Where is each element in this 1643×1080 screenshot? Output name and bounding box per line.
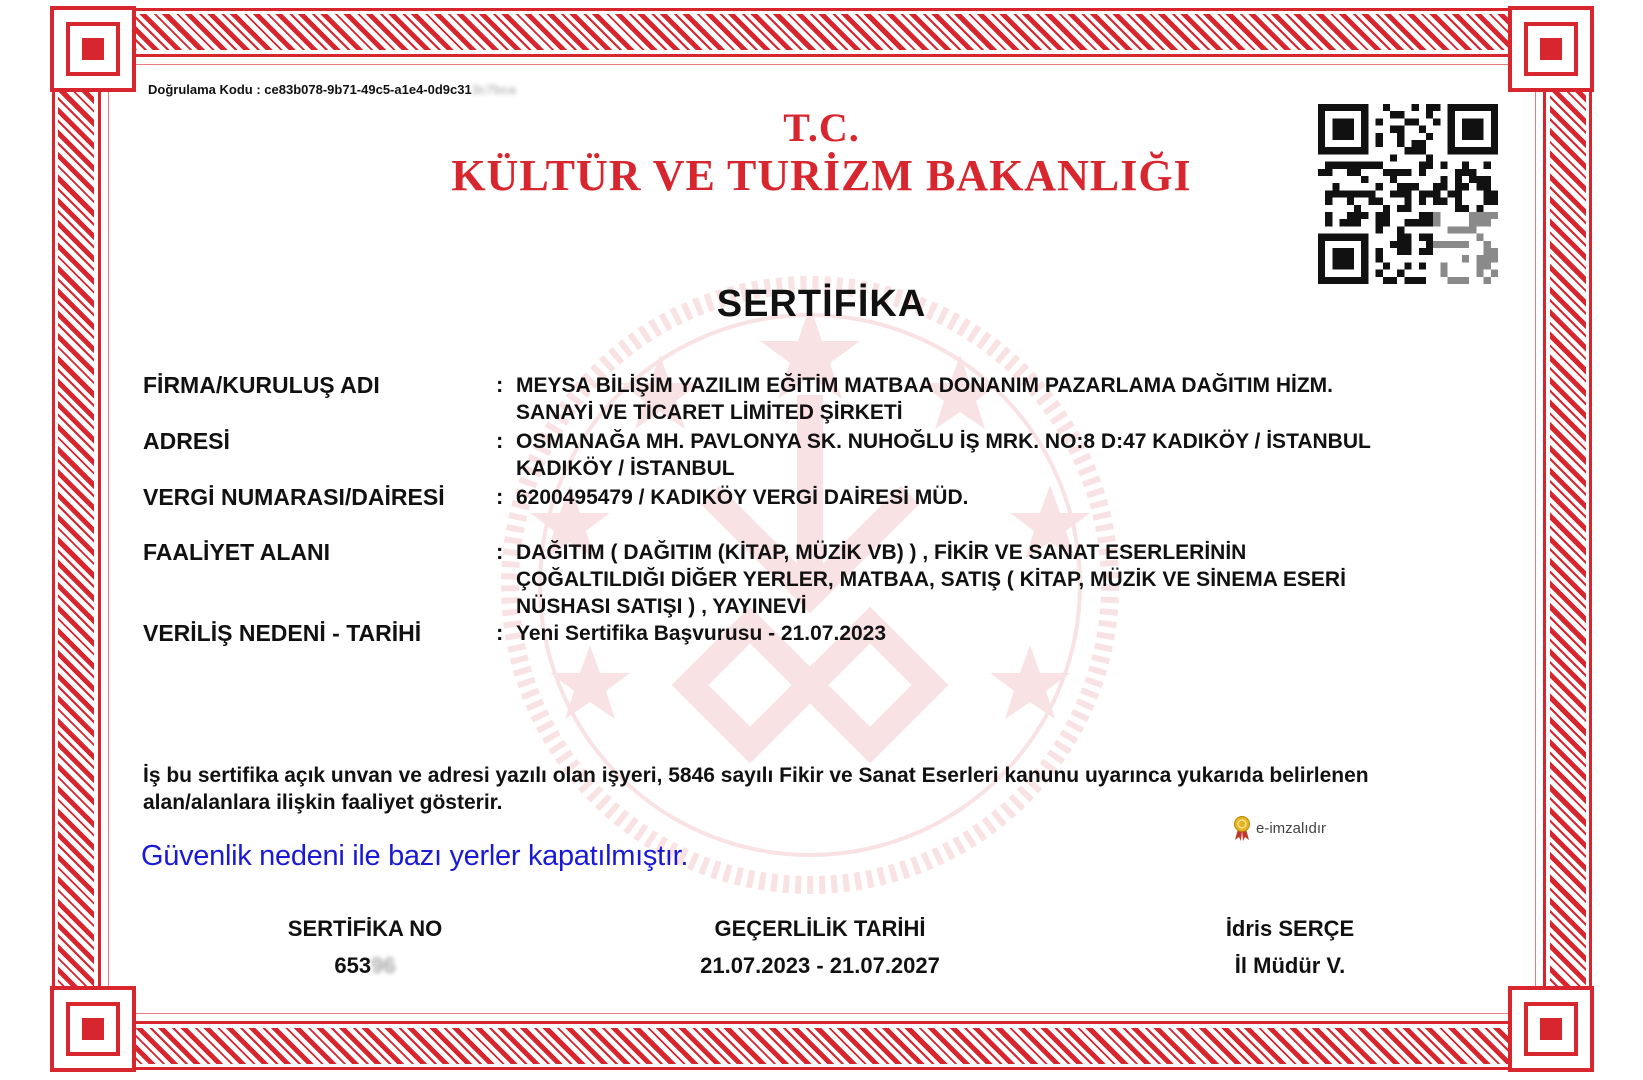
signer-title: İl Müdür V. bbox=[1234, 953, 1346, 978]
field-value-activity bbox=[516, 539, 1516, 620]
certificate-title: SERTİFİKA bbox=[716, 283, 927, 325]
field-colon: : bbox=[496, 539, 504, 564]
security-note: Güvenlik nedeni ile bazı yerler kapatılmıştır. bbox=[141, 840, 689, 872]
field-label-activity: FAALİYET ALANI bbox=[143, 539, 330, 565]
signer-name: İdris SERÇE bbox=[1225, 916, 1355, 941]
cert-number-value bbox=[225, 953, 505, 979]
value-line: OSMANAĞA MH. PAVLONYA SK. NUHOĞLU İŞ MRK. NO:8 D:47 KADIKÖY / İSTANBUL bbox=[516, 430, 1371, 453]
field-colon: : bbox=[496, 372, 504, 397]
validity-value: 21.07.2023 - 21.07.2027 bbox=[700, 953, 940, 978]
corner-ornament bbox=[50, 986, 136, 1072]
value-line: 6200495479 / KADIKÖY VERGİ DAİRESİ MÜD. bbox=[516, 486, 969, 509]
field-value-address bbox=[516, 428, 1516, 482]
statement-line: İş bu sertifika açık unvan ve adresi yazılı olan işyeri, 5846 sayılı Fikir ve Sanat Eserleri kanunu uyarınca yukarıda belirlenen bbox=[143, 764, 1369, 787]
field-colon: : bbox=[496, 484, 504, 509]
cert-number-visible: 653 bbox=[334, 953, 372, 978]
verification-label: Doğrulama Kodu : bbox=[148, 82, 261, 97]
cert-number-label: SERTİFİKA NO bbox=[287, 916, 443, 941]
verification-code bbox=[148, 82, 516, 97]
field-value-tax bbox=[516, 484, 1516, 511]
statement-line: alan/alanlara ilişkin faaliyet gösterir. bbox=[143, 791, 503, 814]
verification-value: ce83b078-9b71-49c5-a1e4-0d9c31 bbox=[264, 82, 472, 97]
e-signature-badge bbox=[1232, 815, 1326, 841]
cert-number-hidden: 96 bbox=[371, 953, 396, 978]
field-label-address: ADRESİ bbox=[143, 428, 230, 454]
corner-ornament bbox=[1508, 986, 1594, 1072]
field-label-company: FİRMA/KURULUŞ ADI bbox=[143, 372, 380, 398]
corner-ornament bbox=[50, 6, 136, 92]
certificate-statement bbox=[143, 762, 1523, 816]
qr-code bbox=[1318, 104, 1498, 284]
seal-icon bbox=[1232, 815, 1252, 841]
corner-ornament bbox=[1508, 6, 1594, 92]
value-line: MEYSA BİLİŞİM YAZILIM EĞİTİM MATBAA DONANIM PAZARLAMA DAĞITIM HİZM. bbox=[516, 374, 1334, 397]
value-line: Yeni Sertifika Başvurusu - 21.07.2023 bbox=[516, 622, 887, 645]
value-line: DAĞITIM ( DAĞITIM (KİTAP, MÜZİK VB) ) , FİKİR VE SANAT ESERLERİNİN bbox=[516, 541, 1247, 564]
field-colon: : bbox=[496, 428, 504, 453]
republic-heading: T.C. bbox=[783, 105, 860, 150]
field-label-tax: VERGİ NUMARASI/DAİRESİ bbox=[143, 484, 445, 510]
e-signature-label: e-imzalıdır bbox=[1256, 819, 1327, 837]
field-value-company bbox=[516, 372, 1516, 426]
field-label-issue: VERİLİŞ NEDENİ - TARİHİ bbox=[143, 620, 422, 646]
field-colon: : bbox=[496, 620, 504, 645]
validity-label: GEÇERLİLİK TARİHİ bbox=[714, 916, 926, 941]
value-line: NÜSHASI SATIŞI ) , YAYINEVİ bbox=[516, 595, 807, 618]
field-value-issue bbox=[516, 620, 1516, 647]
value-line: KADIKÖY / İSTANBUL bbox=[516, 457, 735, 480]
value-line: SANAYİ VE TİCARET LİMİTED ŞİRKETİ bbox=[516, 401, 903, 424]
value-line: ÇOĞALTILDIĞI DİĞER YERLER, MATBAA, SATIŞ ( KİTAP, MÜZİK VE SİNEMA ESERİ bbox=[516, 568, 1346, 591]
verification-hidden: 3c7bca bbox=[471, 82, 516, 97]
ministry-heading: KÜLTÜR VE TURİZM BAKANLIĞI bbox=[451, 151, 1192, 200]
